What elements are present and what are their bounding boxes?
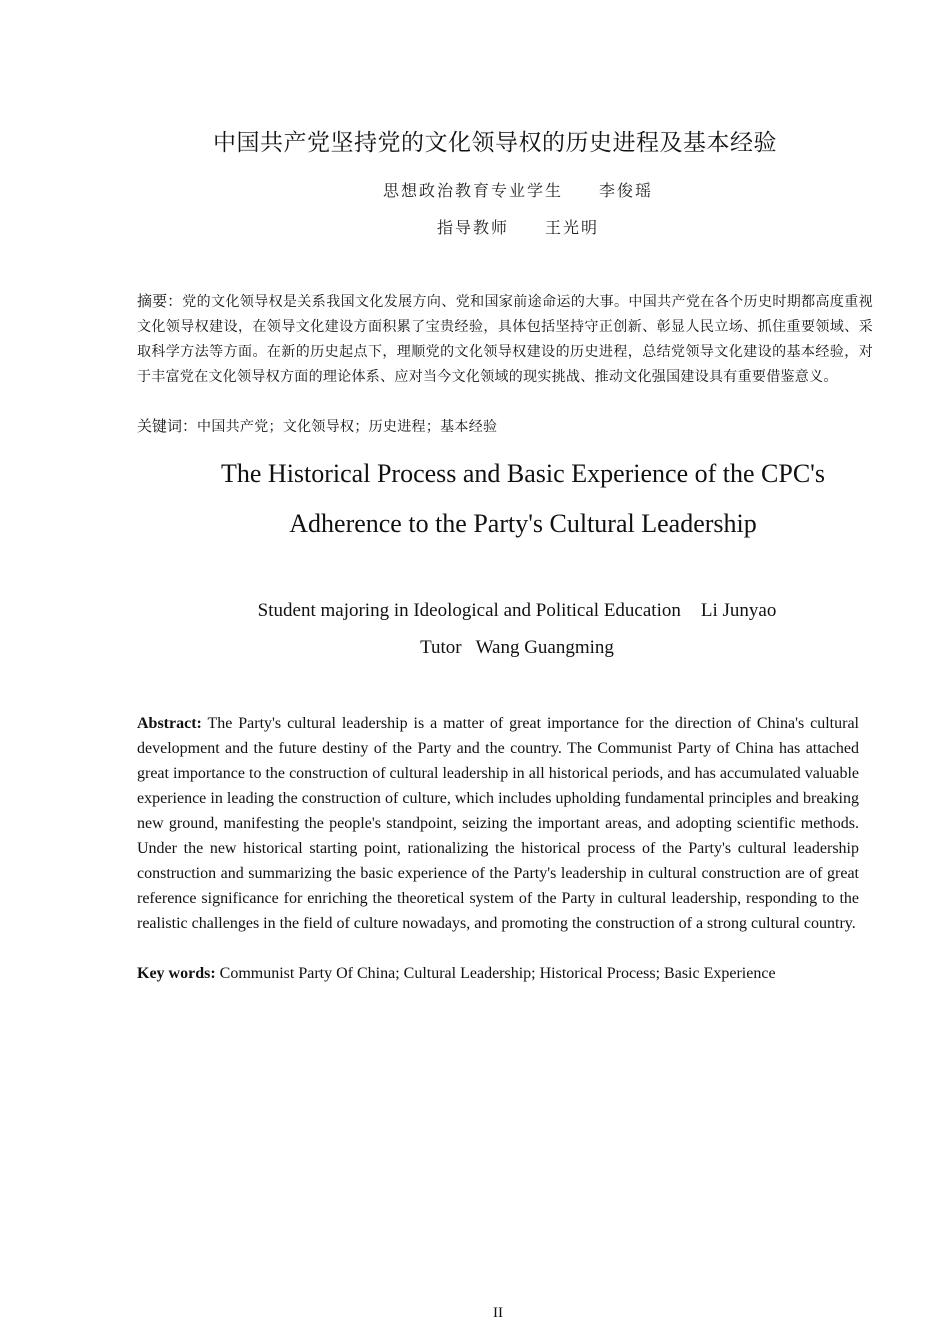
chinese-abstract — [137, 289, 873, 390]
english-keywords — [137, 961, 859, 986]
english-abstract-label: Abstract: — [137, 715, 202, 732]
chinese-title: 中国共产党坚持党的文化领导权的历史进程及基本经验 — [213, 130, 777, 156]
chinese-student-name: 李俊瑶 — [599, 181, 654, 200]
chinese-tutor-byline — [0, 215, 950, 238]
english-tutor-name: Wang Guangming — [475, 637, 614, 658]
english-tutor-role: Tutor — [420, 637, 462, 658]
english-title-line1: The Historical Process and Basic Experience of the CPC's — [221, 459, 825, 488]
english-student-name: Li Junyao — [700, 600, 777, 621]
chinese-tutor-role: 指导教师 — [436, 218, 509, 237]
chinese-keywords — [137, 414, 873, 440]
english-tutor-byline — [0, 637, 950, 659]
english-student-byline — [0, 600, 950, 622]
chinese-tutor-name: 王光明 — [545, 218, 600, 237]
english-student-role: Student majoring in Ideological and Political Education — [257, 600, 681, 621]
chinese-abstract-text: 党的文化领导权是关系我国文化发展方向、党和国家前途命运的大事。中国共产党在各个历史时期都高度重视文化领导权建设，在领导文化建设方面积累了宝贵经验，具体包括坚持守正创新、彰显人民立场、抓住重要领域、采取科学方法等方面。在新的历史起点下，理顺党的文化领导权建设的历史进程，总结党领导文化建设的基本经验，对于丰富党在文化领导权方面的理论体系、应对当今文化领域的现实挑战、推动文化强国建设具有重要借鉴意义。 — [137, 294, 873, 385]
chinese-keywords-text: 中国共产党；文化领导权；历史进程；基本经验 — [197, 419, 498, 435]
english-title-line2: Adherence to the Party's Cultural Leadership — [289, 509, 757, 538]
english-keywords-text: Communist Party Of China; Cultural Leadership; Historical Process; Basic Experience — [215, 965, 776, 982]
english-keywords-label: Key words: — [137, 965, 216, 982]
chinese-abstract-label: 摘要： — [137, 292, 183, 310]
english-abstract — [137, 711, 859, 936]
page-number: II — [493, 1305, 503, 1321]
english-abstract-text: The Party's cultural leadership is a matter of great importance for the direction of China's cultural development and the future destiny of the Party and the country. The Communist Party of China has attached great importance to the construction of cultural leadership in all historical periods, and has accumulated valuable experience in leading the construction of culture, which includes upholding fundamental principles and breaking new ground, manifesting the people's standpoint, seizing the important areas, and adopting scientific methods. Under the new historical starting point, rationalizing the historical process of the Party's cultural leadership construction and summarizing the basic experience of the Party's leadership in cultural construction are of great reference significance for enriching the theoretical system of the Party in cultural leadership, responding to the realistic challenges in the field of culture nowadays, and promoting the construction of a strong cultural country. — [137, 715, 859, 932]
chinese-student-role: 思想政治教育专业学生 — [382, 181, 563, 200]
chinese-keywords-label: 关键词： — [137, 417, 198, 435]
chinese-student-byline — [0, 178, 950, 201]
